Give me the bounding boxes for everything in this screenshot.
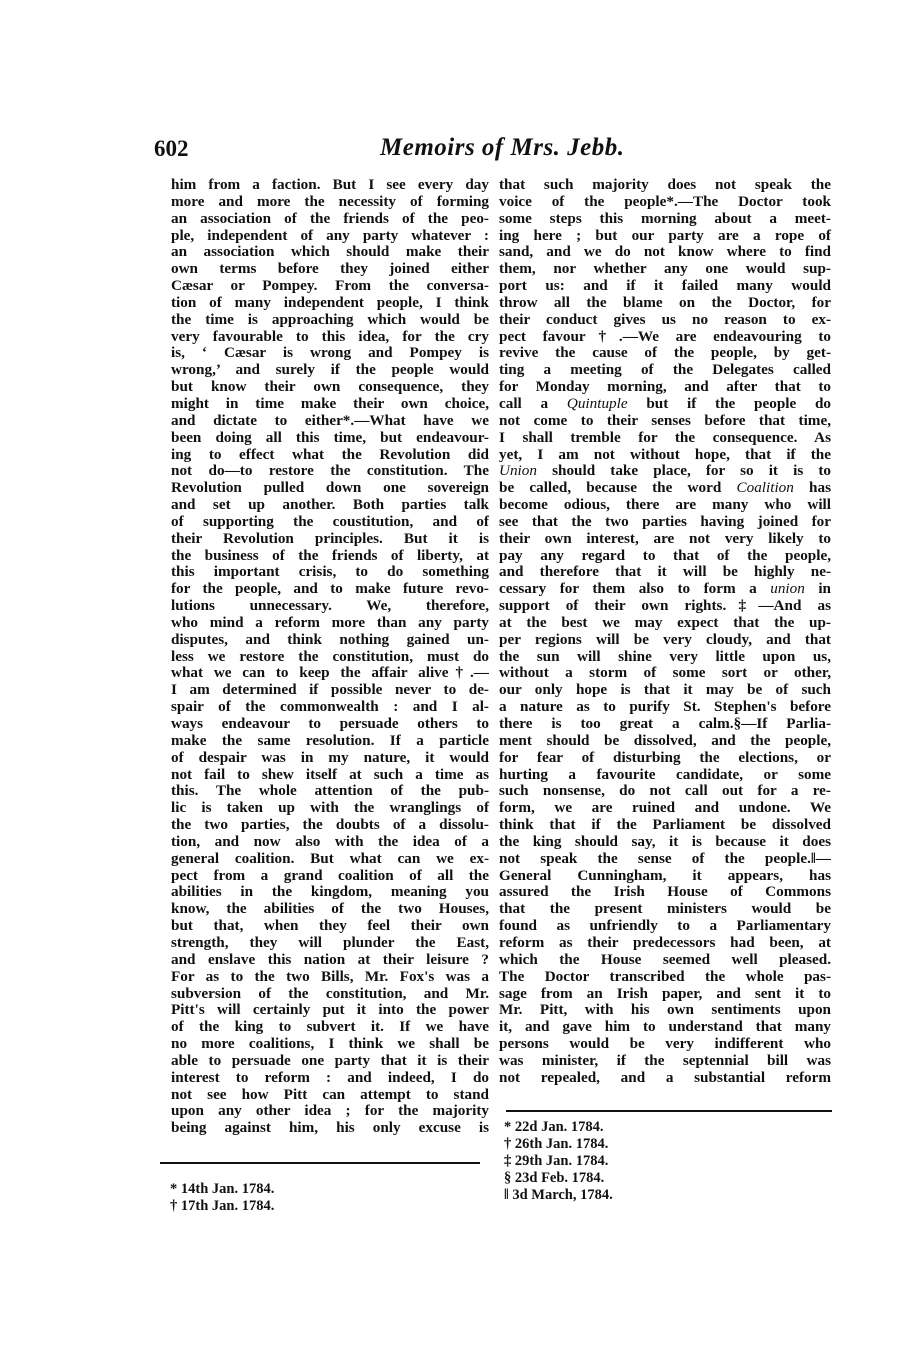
text-line: him from a faction. But I see every day — [171, 176, 489, 193]
running-title: Memoirs of Mrs. Jebb. — [380, 134, 625, 161]
text-line: the king should say, it is because it does — [499, 832, 831, 850]
text-line: a nature as to purify St. Stephen's before — [499, 698, 831, 716]
text-line: The Doctor transcribed the whole pas- — [499, 967, 831, 985]
text-line: wrong,’ and surely if the people would — [171, 361, 489, 379]
footnote: † 26th Jan. 1784. — [504, 1136, 609, 1152]
text-line: such nonsense, do not call out for a re- — [499, 782, 831, 800]
text-line: the time is approaching which would be — [171, 310, 489, 328]
text-line: form, we are ruined and undone. We — [499, 799, 831, 817]
text-line: per regions will be very cloudy, and that — [499, 630, 831, 648]
text-line: their conduct gives us no reason to ex- — [499, 310, 831, 328]
text-line: spair of the commonwealth : and I al- — [171, 698, 489, 716]
text-line: them, nor whether any one would sup- — [499, 260, 831, 278]
text-line: abilities in the kingdom, meaning you — [171, 883, 489, 901]
right-column — [499, 177, 831, 1087]
text-line: hurting a favourite candidate, or some — [499, 765, 831, 783]
text-line: Revolution pulled down one sovereign — [171, 479, 489, 497]
text-segment: call a — [499, 394, 567, 412]
text-segment: cessary for them also to form a — [499, 580, 771, 598]
text-line: assured the Irish House of Commons — [499, 883, 831, 901]
text-line: upon any other idea ; for the majority — [171, 1102, 489, 1120]
text-line: ment should be dissolved, and the people, — [499, 731, 831, 749]
text-line: their own interest, are not very likely to — [499, 529, 831, 547]
text-line: sage from an Irish paper, and sent it to — [499, 984, 831, 1002]
text-line: an association which should make their — [171, 243, 489, 261]
text-line: very favourable to this idea, for the cry — [171, 327, 489, 345]
text-line: I am determined if possible never to de- — [171, 681, 489, 699]
text-segment: should take place, for so it is to — [536, 462, 831, 480]
text-line: lic is taken up with the wranglings of — [171, 799, 489, 817]
italic-word: union — [770, 580, 805, 598]
text-line: revive the cause of the people, by get- — [499, 344, 831, 362]
text-line: Cæsar or Pompey. From the conversa- — [171, 277, 489, 295]
text-line — [499, 463, 831, 480]
text-line: for Monday morning, and after that to — [499, 378, 831, 396]
text-line: there is too great a calm.§—If Parlia- — [499, 715, 831, 732]
text-segment: in — [804, 580, 831, 598]
text-line: at the best we may expect that the up- — [499, 613, 831, 631]
text-line: less we restore the constitution, must do — [171, 647, 489, 665]
text-line: of the king to subvert it. If we have — [171, 1018, 489, 1036]
text-line: was minister, if the septennial bill was — [499, 1051, 831, 1069]
text-line: and dictate to either*.—What have we — [171, 411, 489, 429]
text-line: is, ‘ Cæsar is wrong and Pompey is — [171, 344, 489, 362]
text-line: for fear of disturbing the elections, or — [499, 748, 831, 766]
text-line: see that the two parties having joined for — [499, 512, 831, 530]
text-line: ting a meeting of the Delegates called — [499, 361, 831, 379]
text-line: make the same resolution. If a particle — [171, 731, 489, 749]
italic-word: Coalition — [736, 479, 794, 497]
text-line: tion of many independent people, I think — [171, 293, 489, 311]
text-line: pect from a grand coalition of all the — [171, 866, 489, 884]
text-line: it, and gave him to understand that many — [499, 1018, 831, 1036]
left-column — [171, 177, 489, 1137]
footnote: ‡ 29th Jan. 1784. — [504, 1153, 609, 1169]
footnote: * 14th Jan. 1784. — [170, 1181, 275, 1197]
text-line: what we can to keep the affair alive†.— — [171, 664, 489, 682]
text-segment: has — [793, 479, 832, 497]
text-line: our only hope is that it may be of such — [499, 681, 831, 699]
text-line: Pitt's will certainly put it into the power — [171, 1001, 489, 1019]
text-line: reform as their predecessors had been, at — [499, 933, 831, 951]
text-line: which the House seemed well pleased. — [499, 950, 831, 968]
text-line: not see how Pitt can attempt to stand — [171, 1085, 489, 1103]
text-segment: but if the people do — [627, 394, 832, 412]
text-line: subversion of the constitution, and Mr. — [171, 984, 489, 1002]
text-line: who mind a reform more than any party — [171, 613, 489, 631]
text-line: ple, independent of any party whatever : — [171, 226, 489, 244]
footnote: § 23d Feb. 1784. — [504, 1170, 605, 1186]
text-line: the two parties, the doubts of a dissolu- — [171, 816, 489, 834]
italic-word: Union — [499, 462, 537, 480]
text-line: become odious, there are many who will — [499, 496, 831, 514]
page-number: 602 — [154, 136, 189, 161]
text-line: support of their own rights.‡—And as — [499, 597, 831, 615]
text-line: yet, I am not without hope, that if the — [499, 445, 831, 463]
text-line: found as unfriendly to a Parliamentary — [499, 917, 831, 935]
text-line: that the present ministers would be — [499, 900, 831, 918]
text-line: ing here ; but our party are a rope of — [499, 226, 831, 244]
text-line: and set up another. Both parties talk — [171, 496, 489, 514]
text-line: their Revolution principles. But it is — [171, 529, 489, 547]
text-line: tion, and now also with the idea of a — [171, 832, 489, 850]
text-line: not do—to restore the constitution. The — [171, 462, 489, 480]
footnote: * 22d Jan. 1784. — [504, 1119, 604, 1135]
text-line: the business of the friends of liberty, at — [171, 546, 489, 564]
text-line: general coalition. But what can we ex- — [171, 849, 489, 867]
text-line: think that if the Parliament be dissolved — [499, 816, 831, 834]
text-line: Mr. Pitt, with his own sentiments upon — [499, 1001, 831, 1019]
footnote-rule-right — [506, 1110, 832, 1112]
text-line: not speak the sense of the people.‖— — [499, 849, 831, 867]
text-line: port us: and if it failed many would — [499, 277, 831, 295]
text-line: I shall tremble for the consequence. As — [499, 428, 831, 446]
text-line: that such majority does not speak the — [499, 176, 831, 193]
text-line — [499, 480, 831, 497]
text-line: but know their own consequence, they — [171, 378, 489, 396]
text-line: more and more the necessity of forming — [171, 192, 489, 210]
text-line: not fail to shew itself at such a time as — [171, 765, 489, 783]
text-line: without a storm of some sort or other, — [499, 664, 831, 682]
text-line: disputes, and think nothing gained un- — [171, 630, 489, 648]
text-line: know, the abilities of the two Houses, — [171, 900, 489, 918]
text-line: the sun will shine very little upon us, — [499, 647, 831, 665]
text-line: and enslave this nation at their leisure ? — [171, 950, 489, 968]
text-line: able to persuade one party that it is their — [171, 1051, 489, 1069]
text-line: sand, and we do not know where to find — [499, 243, 831, 261]
text-line: for the people, and to make future revo- — [171, 580, 489, 598]
text-line: lutions unnecessary. We, therefore, — [171, 597, 489, 615]
text-line: throw all the blame on the Doctor, for — [499, 293, 831, 311]
text-line: but that, when they feel their own — [171, 917, 489, 935]
text-line: been doing all this time, but endeavour- — [171, 428, 489, 446]
footnotes-right — [504, 1119, 613, 1204]
text-line: of supporting the coustitution, and of — [171, 512, 489, 530]
text-line: strength, they will plunder the East, — [171, 933, 489, 951]
text-line: an association of the friends of the peo- — [171, 209, 489, 227]
footnote: † 17th Jan. 1784. — [170, 1198, 275, 1214]
text-line: some steps this morning about a meet- — [499, 209, 831, 227]
text-line: no more coalitions, I think we shall be — [171, 1035, 489, 1053]
text-line: and therefore that it will be highly ne- — [499, 563, 831, 581]
footnote-rule-left — [160, 1162, 480, 1164]
text-line: For as to the two Bills, Mr. Fox's was a — [171, 967, 489, 985]
text-line: of despair was in my nature, it would — [171, 748, 489, 766]
text-line: this important crisis, to do something — [171, 563, 489, 581]
text-line: pect favour†.—We are endeavouring to — [499, 327, 831, 345]
text-line: General Cunningham, it appears, has — [499, 866, 831, 884]
italic-word: Quintuple — [566, 394, 628, 412]
text-line: ing to effect what the Revolution did — [171, 445, 489, 463]
text-line — [499, 396, 831, 413]
text-line: this. The whole attention of the pub- — [171, 782, 489, 800]
text-line: voice of the people*.—The Doctor took — [499, 192, 831, 210]
text-line: pay any regard to that of the people, — [499, 546, 831, 564]
text-line: own terms before they joined either — [171, 260, 489, 278]
text-line: ways endeavour to persuade others to — [171, 715, 489, 732]
footnote: ‖ 3d March, 1784. — [504, 1187, 613, 1203]
footnotes-left — [170, 1181, 274, 1215]
text-line: not repealed, and a substantial reform — [499, 1068, 831, 1086]
text-line: interest to reform : and indeed, I do — [171, 1068, 489, 1086]
text-line — [499, 581, 831, 598]
text-segment: be called, because the word — [499, 479, 737, 497]
text-line: not come to their senses before that time, — [499, 411, 831, 429]
text-line: might in time make their own choice, — [171, 394, 489, 412]
text-line: persons would be very indifferent who — [499, 1035, 831, 1053]
text-line: being against him, his only excuse is — [171, 1119, 489, 1137]
